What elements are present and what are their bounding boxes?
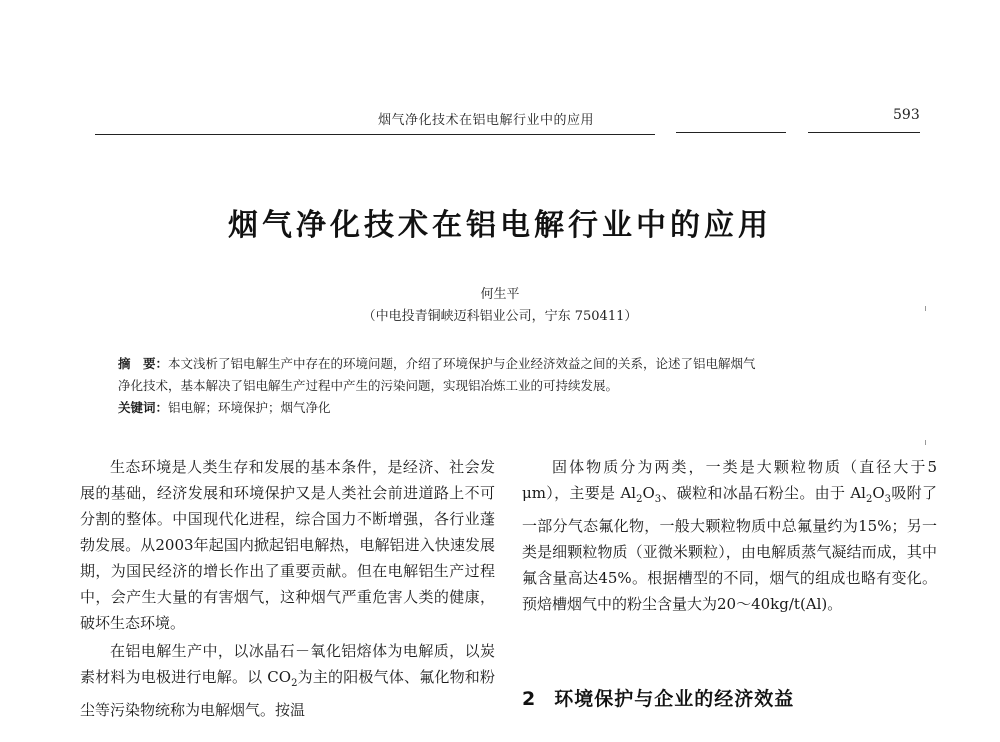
running-title: 烟气净化技术在铝电解行业中的应用: [378, 113, 595, 128]
header-rule-mid: [676, 132, 786, 133]
keywords: 铝电解；环境保护；烟气净化: [168, 400, 331, 415]
section-number: 2: [522, 688, 537, 710]
abstract-line-2: 净化技术，基本解决了铝电解生产过程中产生的污染问题，实现铝冶炼工业的可持续发展。: [118, 378, 619, 393]
keywords-line: [118, 397, 908, 419]
section-heading: [522, 684, 794, 711]
paragraph: 生态环境是人类生存和发展的基本条件，是经济、社会发展的基础，经济发展和环境保护又是人类社会前进道路上不可分割的整体。中国现代化进程，综合国力不断增强，各行业蓬勃发展。从2003年起国内掀起铝电解热，电解铝进入快速发展期，为国民经济的增长作出了重要贡献。但在电解铝生产过程中，会产生大量的有害烟气，这种烟气严重危害人类的健康，破坏生态环境。: [80, 458, 495, 632]
body-column-left: [80, 454, 495, 723]
page-number: 593: [893, 107, 920, 123]
abstract-text-1: 本文浅析了铝电解生产中存在的环境问题，介绍了环境保护与企业经济效益之间的关系，论述了铝电解烟气: [168, 356, 756, 371]
author: 何生平: [480, 287, 520, 302]
abstract: [118, 353, 908, 419]
article-title: 烟气净化技术在铝电解行业中的应用: [228, 208, 772, 243]
body-column-right: [522, 454, 937, 617]
header-rule-left: [95, 134, 655, 135]
margin-tick: [925, 440, 926, 445]
abstract-line-1: [118, 353, 908, 375]
paragraph: 在铝电解生产中，以冰晶石－氧化铝熔体为电解质，以炭素材料为电极进行电解。以 $CO_2$为主的阳极气体、氟化物和粉尘等污染物统称为电解烟气。按温: [80, 642, 495, 719]
margin-tick: [925, 306, 926, 311]
section-title: 环境保护与企业的经济效益: [554, 688, 795, 710]
keywords-label: 关键词：: [118, 400, 169, 415]
paragraph: 固体物质分为两类，一类是大颗粒物质（直径大于5 μm），主要是 $Al_2O_3$、碳粒和冰晶石粉尘。由于 $Al_2O_3$吸附了一部分气态氟化物，一般大颗粒物质中总氟量约为15%；另一类是细颗粒物质（亚微米颗粒），由电解质蒸气凝结而成，其中氟含量高达45%。根据槽型的不同，烟气的组成也略有变化。预焙槽烟气中的粉尘含量大为20～40kg/t(Al)。: [522, 458, 937, 613]
header-rule-right: [808, 132, 920, 133]
affiliation: （中电投青铜峡迈科铝业公司，宁东 750411）: [362, 309, 638, 324]
abstract-label: 摘 要：: [118, 356, 169, 371]
